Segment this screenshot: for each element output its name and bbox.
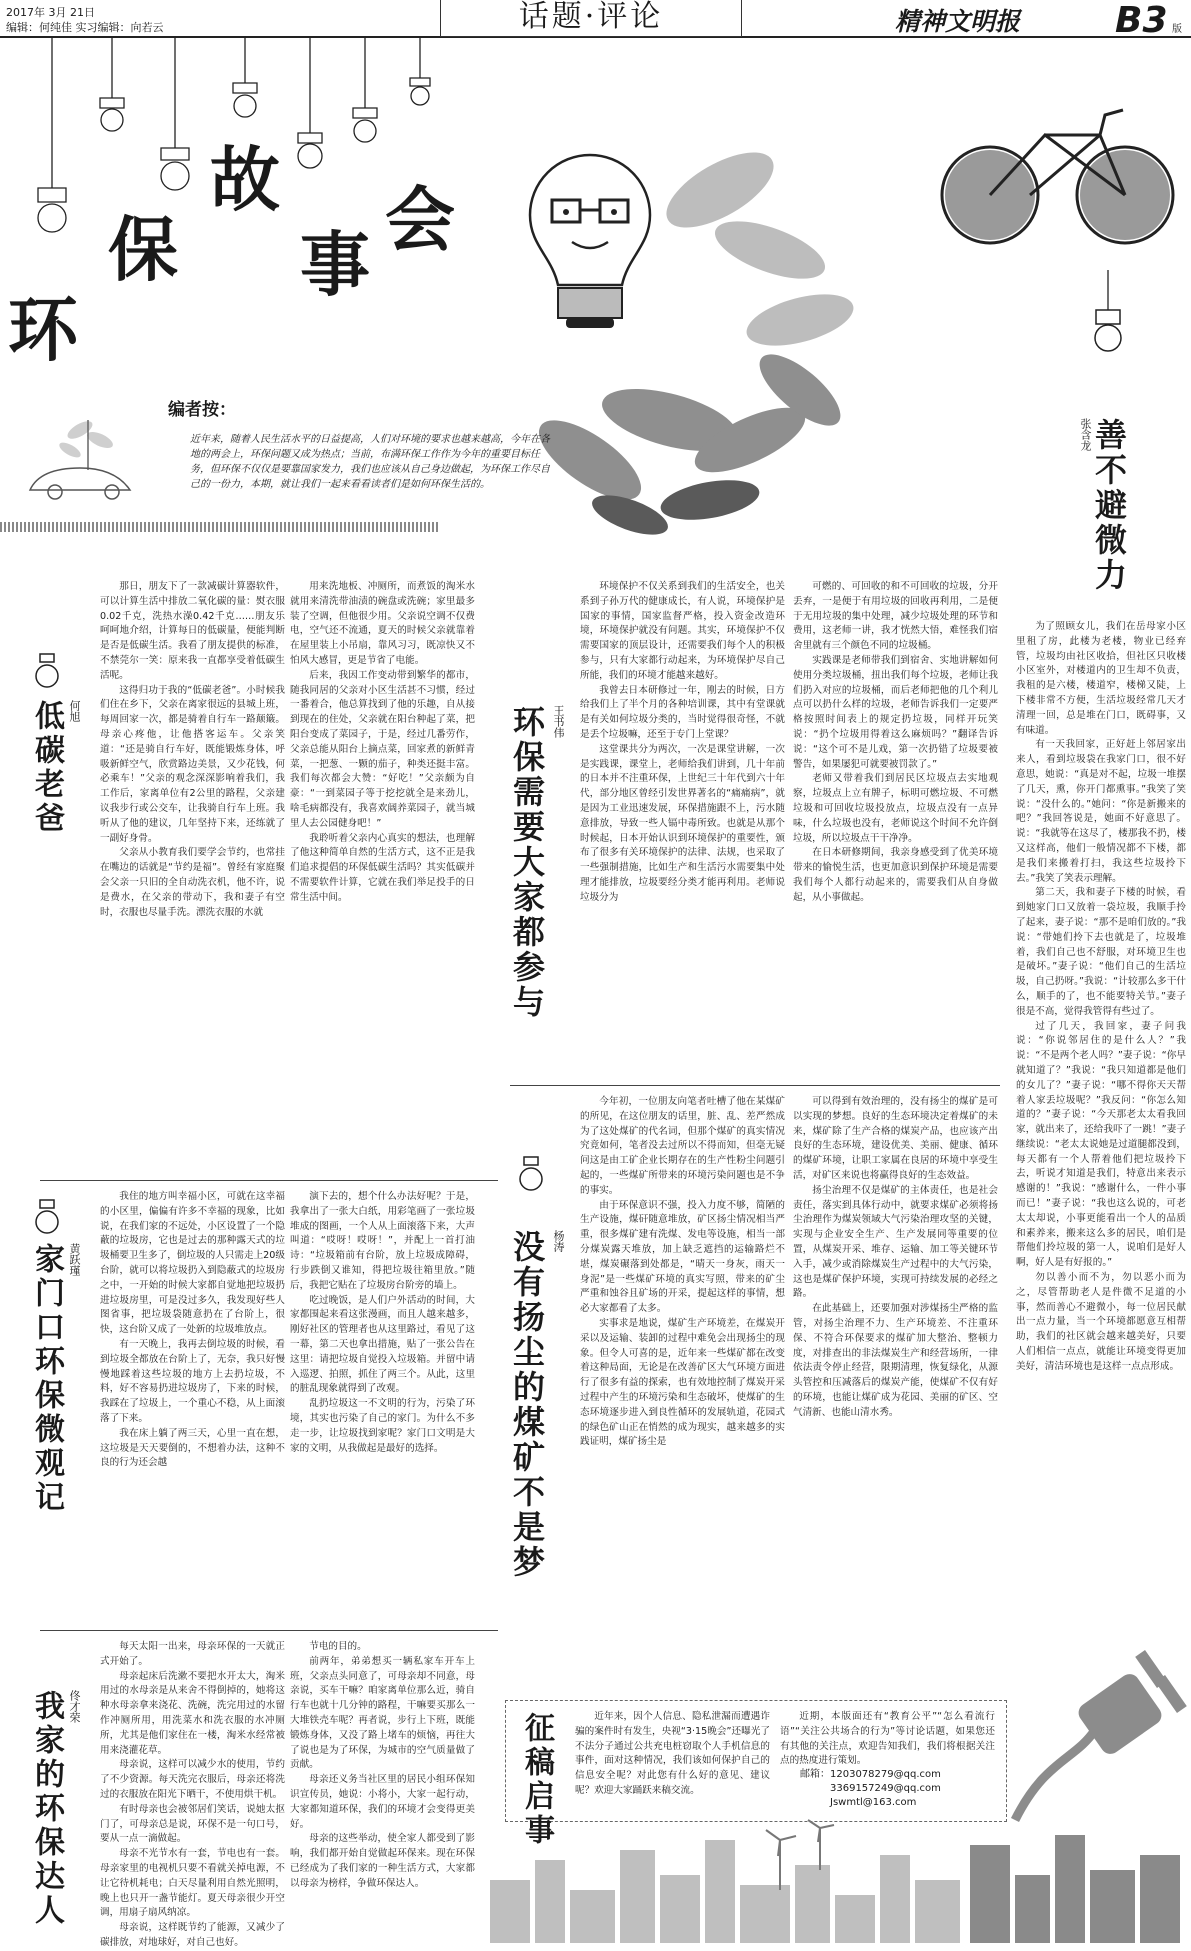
article-title-meikuang: 没有扬尘的煤矿不是梦 bbox=[508, 1230, 546, 1580]
article-body-column bbox=[290, 580, 475, 1170]
bicycle-icon bbox=[935, 100, 1185, 250]
article-paragraphs bbox=[290, 1640, 475, 1892]
article-paragraph: 母亲说，这样既节约了能源，又减少了碳排放，对地球好，对自己也好。 bbox=[100, 1922, 285, 1948]
call-for-papers-text bbox=[780, 1710, 995, 1766]
page-number: B3 bbox=[1115, 0, 1168, 41]
article-paragraph: 母亲的这些举动，使全家人都受到了影响，我们都开始自觉做起环保来。现在环保已经成为了我们家的一种生活方式，大家都以母亲为榜样，争做环保达人。 bbox=[290, 1833, 475, 1889]
email-2[interactable]: 3369157249@qq.com bbox=[830, 1783, 941, 1794]
article-paragraph: 实事求是地说，煤矿生产环境差，在煤炭开采以及运输、装卸的过程中难免会出现扬尘的现象。但令人可喜的是，近年来一些煤矿都在改变着这种局面，无论是在改善矿区大气环境方面进行了很多有益的探索，也有效地控制了煤炭开采过程中产生的环境污染和生态破坏，使煤矿的生态环境逐步进入到良性循环的发展轨道，花园式的绿色矿山正在悄然的成为现实，越来越多的实践证明，煤矿扬尘是 bbox=[580, 1317, 785, 1448]
article-title-huanbaoxuyao: 环保需要大家都参与 bbox=[508, 705, 546, 1020]
article-author: 佟才荣 bbox=[68, 1690, 81, 1723]
article-paragraph: 父亲从小教育我们要学会节约，也常挂在嘴边的话就是“节约是福”。曾经有家庭聚会父亲一只旧的全自动洗衣机，他不许，说是费水，在父亲的带动下，我和妻子有空时，衣服也尽量手洗。漂洗衣服的水就 bbox=[100, 847, 285, 918]
article-body-column bbox=[100, 580, 285, 1170]
section-banner: 话题·评论 bbox=[440, 0, 742, 37]
article-paragraph: 母亲说，这样可以减少水的使用，节约了不少资源。每天洗完衣服后，母亲还将洗过的衣服放在阳光下晒干，不使用烘干机。 bbox=[100, 1759, 285, 1800]
article-author: 王书伟 bbox=[552, 705, 565, 738]
page-number-suffix: 版 bbox=[1172, 24, 1182, 35]
article-paragraph: 母亲不光节水有一套，节电也有一套。母亲家里的电视机只要不看就关掉电源，不让它待机耗电；白天尽量利用自然光照明，晚上也只开一盏节能灯。夏天母亲很少开空调，用扇子扇风纳凉。 bbox=[100, 1848, 285, 1919]
row-divider bbox=[40, 1630, 498, 1631]
issue-date: 2017年 3月 21日 bbox=[6, 6, 95, 19]
article-title-jiamenkou: 家门口环保微观记 bbox=[29, 1243, 64, 1515]
feature-title-char-5: 会 bbox=[385, 179, 455, 261]
article-paragraph: 后来，我因工作变动带到繁华的都市，随我同居的父亲对小区生活甚不习惯，经过一番着合，他总算找到了他的乐趣，自从接到现在的住处，父亲就在阳台种起了菜，把阳台变成了菜园子，于是，经过几番劳作，父亲总能从阳台上摘点菜，回家煮的新鲜青菜，一把葱、一颗的茄子，种类还挺丰富。我们每次都会大赞：“好吃！”父亲颇为自豪：“一到菜园子等于挖挖就全是来劲儿，啥毛病都没有，我喜欢阔养菜园子，就当城里人去公园健身吧！” bbox=[290, 669, 475, 829]
call-for-papers-title: 征稿启事 bbox=[519, 1712, 554, 1848]
article-body-column bbox=[793, 1095, 998, 1695]
feature-title-char-1: 环 bbox=[8, 289, 78, 371]
article-paragraph: 乱扔垃圾这一不文明的行为，污染了环境，其实也污染了自己的家门。为什么不多走一步，让垃圾找到家呢？家门口文明是大家的文明，从我做起是最好的选择。 bbox=[290, 1398, 475, 1454]
article-paragraph: 我聆听着父亲内心真实的想法，也理解了他这种简单自然的生活方式，这不正是我们追求提倡的环保低碳生活吗？其实低碳并不需要软件计算，它就在我们举足投手的日常生活中间。 bbox=[290, 832, 475, 903]
feature-divider bbox=[0, 522, 440, 532]
article-paragraph: 前两年，弟弟想买一辆私家车开车上班，父亲点头同意了，可母亲却不同意，母亲说，买车干嘛？咱家离单位那么近，骑自行车也就十几分钟的路程，干嘛要买那么一大堆铁壳车呢？再者说，步行上下班，既能锻炼身体，又没了路上堵车的烦恼，再往大了说也是为了环保，为城市的空气质量做了贡献。 bbox=[290, 1655, 475, 1771]
article-paragraph: 演下去的，想个什么办法好呢？于是，我拿出了一张大白纸，用彩笔画了一张垃圾堆成的图画，一个人从上面滚落下来，大声叫道：“哎呀！哎呀！”，并配上一首打油诗：“垃圾箱前有台阶，放上垃圾成障碍，行步跌倒又谁知，得把垃圾往箱里放。”随后，我把它贴在了垃圾房台阶旁的墙上。 bbox=[290, 1191, 475, 1291]
article-body-column bbox=[1016, 620, 1186, 1372]
article-paragraph: 在此基础上，还要加强对涉煤扬尘严格的监管，对扬尘治理不力、生产环境差、不注重环保、不符合环保要求的煤矿加大整治、整顿力度，对排查出的非法煤炭生产和经营场所，一律依法责令停止经营，限期清理，恢复绿化，从源头管控和压减落后的煤炭产能，使煤矿不仅有好的环境，也能让煤矿成为花园、美丽的矿区、空气清新、也能山清水秀。 bbox=[793, 1303, 998, 1418]
article-paragraph: 我住的地方叫幸福小区，可就在这幸福的小区里，偏偏有许多不幸福的现象，比如说，在我们家的不远处，小区设置了一个隐蔽的垃圾房，它也是过去的那种露天式的垃圾桶要卫生多了，倒垃圾的人只需走上20级台阶，就可以将垃圾扔入到隐蔽式的垃圾房之中，一开始的时候大家都自觉地把垃圾扔进垃圾房里，可是没过多久，我发现好些人图省事，把垃圾袋随意扔在了台阶上，很快，这台阶又成了一处新的垃圾堆放点。 bbox=[100, 1191, 285, 1336]
article-paragraph: 在日本研修期间，我亲身感受到了优美环境带来的愉悦生活，也更加意识到保护环境是需要我们每个人都行动起来的，需要我们从自身做起，从小事做起。 bbox=[793, 847, 998, 903]
article-paragraph: 今年初，一位朋友向笔者吐槽了他在某煤矿的所见，在这位朋友的话里，脏、乱、差严然成为了这处煤矿的代名词，但那个煤矿的真实情况究竟如何，笔者没去过所以不得而知，但毫无疑问这是由工矿企业长期存在的生产性粉尘问题引起的，一些煤矿所带来的环境污染问题也是不争的事实。 bbox=[580, 1096, 785, 1196]
article-body-column bbox=[290, 1190, 475, 1620]
editor-credits: 编辑：何纯佳 实习编辑：向若云 bbox=[6, 21, 164, 34]
article-body-column bbox=[290, 1640, 475, 1938]
article-paragraph: 扬尘治理不仅是煤矿的主体责任，也是社会责任，落实到具体行动中，就要求煤矿必须将扬尘治理作为煤炭领域大气污染治理攻坚的关键，实现与企业安全生产、生产发展同等重要的位置，从煤炭开采、堆存、运输、加工等关键环节入手，减少或消除煤炭生产过程中的大气污染，这也是煤矿保护环境，实现可持续发展的必经之路。 bbox=[793, 1184, 998, 1300]
article-paragraph: 有一天晚上，我再去倒垃圾的时候，看到垃圾全都放在台阶上了，无奈，我只好慢慢地踩着这些垃圾的地方上去扔垃圾，不料，好不容易扔进垃圾房了，下来的时候，我踩在了垃圾上，一个重心不稳，从上面滚落了下来。 bbox=[100, 1338, 285, 1424]
article-paragraphs bbox=[780, 1710, 995, 1769]
contact-emails bbox=[800, 1768, 1000, 1810]
car-icon bbox=[20, 400, 150, 510]
article-paragraph: 勿以善小而不为，勿以恶小而为之，尽管帮助老人是件微不足道的小事，然而善心不避微小，每一位居民献出一点力量，当一个环境都愿意互相帮助，我们的社区就会越来越美好，只要人们相信一点点，就能让环境变得更加美好，清洁环境也是这样一点点形成。 bbox=[1016, 1272, 1186, 1372]
article-body-column bbox=[580, 580, 785, 1080]
article-paragraphs bbox=[575, 1710, 770, 1799]
article-paragraph: 我在床上躺了两三天，心里一直在想，这垃圾是天天要倒的，不想着办法，这种不良的行为还会越 bbox=[100, 1427, 285, 1469]
article-body-column bbox=[580, 1095, 785, 1695]
lightbulb-icon bbox=[32, 652, 62, 692]
city-skyline-illustration bbox=[480, 1820, 1191, 1943]
article-paragraph: 母亲起床后洗漱不要把水开太大，淘米用过的水母亲是从来舍不得倒掉的，她将这种水母亲拿来浇花、洗碗，洗完用过的水留作冲厕所用，用洗菜水和洗衣服的水冲厕所，尤其是他们家住在一楼，淘米水经常被用来浇灌花草。 bbox=[100, 1670, 285, 1756]
article-body-column bbox=[793, 580, 998, 1080]
article-paragraph: 近期，本版面还有“教育公平”“怎么看流行语”“关注公共场合的行为”等讨论话题，如果您还有其他的关注点，欢迎告知我们，我们将根据关注点的热度进行策划。 bbox=[780, 1711, 995, 1767]
article-paragraph: 由于环保意识不强，投入力度不够，简陋的生产设施，煤矸随意堆放，矿区扬尘情况相当严重，很多煤矿建有洗煤、发电等设施，相当一部分煤炭露天堆放，加上缺乏遮挡的运输路烂不堪，煤炭碾落到处都是，“晴天一身灰，雨天一身泥”是一些煤矿环境的真实写照，带来的矿尘严重和蚀谷且矿场的开采，提起这样的事情，想必大家都看了太多。 bbox=[580, 1199, 785, 1315]
article-paragraph: 可燃的、可回收的和不可回收的垃圾，分开丢弃，一是便于有用垃圾的回收再利用，二是便于无用垃圾的集中处理，减少垃圾处理的环节和费用，这老师一讲，我才恍然大悟，难怪我们宿舍里就有三个颜色不同的垃圾桶。 bbox=[793, 581, 998, 652]
article-paragraph: 这堂课共分为两次，一次是课堂讲解，一次是实践课，课堂上，老师给我们讲到，几十年前的日本并不注重环保，上世纪三十年代到六十年代，部分地区曾经引发世界著名的“痛痛病”，就是因为工业迅速发展，环保措施跟不上，污水随意排放，导致一些人镉中毒所致。也就是从那个时候起，日本开始认识到环境保护的重要性，颁布了很多有关环境保护的法律、法规，也采取了一些强制措施，比如生产和生活污水需要集中处理才能排放，垃圾要经分类才能再利用。老师说垃圾分为 bbox=[580, 743, 785, 903]
article-title-ditanlaoba: 低碳老爸 bbox=[29, 700, 64, 836]
article-paragraph: 环境保护不仅关系到我们的生活安全，也关系到子孙万代的健康成长，有人说，环境保护是国家的事情，国家监督严格，投入资金改造环境，环境保护就没有问题。其实，环境保护不仅需要国家的顶层设计，还需要我们每个人的积极参与，只有大家都行动起来，为环境保护尽自己所能，我们的环境才能越来越好。 bbox=[580, 581, 785, 681]
article-author: 张含龙 bbox=[1079, 418, 1092, 451]
feature-title-char-4: 事 bbox=[300, 224, 370, 306]
article-paragraphs bbox=[580, 580, 785, 906]
editor-note-text: 近年来，随着人民生活水平的日益提高，人们对环境的要求也越来越高，今年在各地的两会上，环保问题又成为热点；当前，布满环保工作作为今年的重要目标任务，但环保不仅仅是要靠国家发力，我们也应该从自己身边做起，为环保工作尽自己的一份力，本期，就让我们一起来看看读者们是如何环保生活的。 bbox=[190, 434, 550, 490]
editor-note-label: 编者按： bbox=[168, 400, 236, 420]
article-paragraph: 有一天我回家，正好赶上邻居家出来人，看到垃圾袋在我家门口，很不好意思，她说：“真是对不起，垃圾一堆摆了几天，熏，你开门都熏事。”我笑了笑说：“没什么的。”她问：“你是新搬来的吧？”我回答说是，她面不好意思了。说：“我就等在这尽了，楼那我不扔，楼又这样高，他们一般情况都不下楼，都是我们来搬着打扫，我这些垃圾拎下去。”我笑了笑表示理解。 bbox=[1016, 739, 1186, 884]
article-paragraph: 那日，朋友下了一款减碳计算器软件，可以计算生活中排放二氧化碳的量：熨衣服0.02千克，洗热水澡0.42千克……朋友乐呵呵地介绍，计算每日的低碳量，便能判断是否是低碳生活。我看了朋友提供的标准，不禁莞尔一笑：原来我一直都享受着低碳生活呢。 bbox=[100, 581, 285, 681]
article-paragraph: 有时母亲也会被邻居们笑话，说她太抠门了，可母亲总是说，环保不是一句口号，要从一点一滴做起。 bbox=[100, 1803, 285, 1845]
email-3[interactable]: Jswmtl@163.com bbox=[830, 1797, 917, 1808]
feature-title-char-3: 故 bbox=[210, 139, 280, 221]
article-paragraph: 我曾去日本研修过一年，刚去的时候，日方给我们上了半个月的各种培训课，其中有堂课就是有关如何垃圾分类的，当时觉得很奇怪，不就是丢个垃圾嘛，还至于专门上堂课？ bbox=[580, 684, 785, 740]
article-paragraph: 实践课是老师带我们到宿舍、实地讲解如何使用分类垃圾桶，扭出我们每个垃圾，老师让我们扔入对应的垃圾桶，而后老师把他的几个利儿点可以扔什么样的垃圾，老师告诉我们一定要严格按照时间表上的规定扔垃圾，同样开玩笑说：“扔个垃圾用得着这么麻烦吗？”翻译告诉说：“这个可不是儿戏，第一次扔错了垃圾要被警告，如果屡犯可就要被罚款了。” bbox=[793, 654, 998, 770]
masthead: 精神文明报 bbox=[895, 7, 1021, 36]
article-paragraph: 母亲还义务当社区里的居民小组环保知识宣传员，她说：小将小，大家一起行动，大家都知道环保，我们的环境才会变得更美好。 bbox=[290, 1774, 475, 1830]
article-paragraph: 为了照顾女儿，我们在岳母家小区里租了房，此楼为老楼，物业已经弃管，垃圾均由社区收拾，但社区只收楼小区室外，对楼道内的卫生却不负责，我租的是六楼，楼道窄，楼梯又陡，上下楼非常不方便，生活垃圾经常几天才清理一回，总是堆在门口，既碍事，又有味道。 bbox=[1016, 621, 1186, 736]
article-paragraph: 节电的目的。 bbox=[309, 1641, 367, 1652]
article-paragraph: 可以得到有效治理的，没有扬尘的煤矿是可以实现的梦想。良好的生态环境决定着煤矿的未来，煤矿除了生产合格的煤炭产品，也应该产出良好的生态环境，建设优美、美丽、健康、循环的煤矿环境，让职工家属在良居的环境中享受生活，对矿区来说也将赢得良好的生态效益。 bbox=[793, 1096, 998, 1181]
article-paragraphs bbox=[290, 1190, 475, 1456]
article-body-column bbox=[100, 1190, 285, 1620]
article-paragraph: 近年来，因个人信息、隐私泄漏而遭遇诈骗的案件时有发生，央视“3·15晚会”还曝光了不法分子通过公共充电桩窃取个人手机信息的事件，面对这种情况，我们该如何保护自己的信息安全呢？对此您有什么好的意见、建议呢？欢迎大家踊跃来稿交流。 bbox=[575, 1711, 770, 1796]
article-paragraph: 第二天，我和妻子下楼的时候，看到她家门口又放着一袋垃圾，我顺手拎了起来，妻子说：“那不是咱们放的。”我说：“带她们拎下去也就是了，垃圾堆着，我们自己也不舒服，对环境卫生也是破坏。”妻子说：“他们自己的生活垃圾，自己扔呀。”我说：“计较那么多干什么，顺手的了，也不能要特关节。”妻子很是不高，觉得我管得有些过了。 bbox=[1016, 887, 1186, 1017]
small-lightbulb-icon bbox=[1088, 270, 1128, 360]
article-paragraphs bbox=[793, 580, 998, 906]
article-paragraph: 老师又带着我们到居民区垃圾点去实地观察，垃圾点上立有牌子，标明可燃垃圾、不可燃垃圾和可回收垃圾投放点，垃圾点没有一点异味，什么垃圾也没有，老师说这个时间不允许倒垃圾，所以垃圾点干干净净。 bbox=[793, 773, 998, 844]
article-title-shanbubiweili: 善不避微力 bbox=[1090, 418, 1128, 593]
article-paragraphs bbox=[100, 1640, 285, 1951]
article-author: 杨涛 bbox=[552, 1230, 565, 1252]
article-body-column bbox=[100, 1640, 285, 1948]
article-paragraph: 吃过晚饭，是人们户外活动的时间，大家都围起来看这张漫画，而且人越来越多，刚好社区的管理者也从这里路过，看见了这一幕，第二天也拿出措施，贴了一张公告在这里：请把垃圾自觉投入垃圾箱。并留中请入巡逻、拍照，抓住了两三个。从此，这里的脏乱现象就得到了改观。 bbox=[290, 1294, 475, 1395]
call-for-papers-text bbox=[575, 1710, 770, 1815]
lightbulb-icon bbox=[516, 1155, 546, 1195]
article-paragraphs bbox=[580, 1095, 785, 1450]
feature-title-char-2: 保 bbox=[108, 209, 178, 291]
article-paragraphs bbox=[290, 580, 475, 906]
article-paragraph: 每天太阳一出来，母亲环保的一天就正式开始了。 bbox=[100, 1641, 285, 1667]
article-author: 何旭 bbox=[68, 700, 81, 722]
article-author: 黄跃瑾 bbox=[68, 1243, 81, 1276]
article-paragraph: 过了几天，我回家，妻子问我说：“你说邻居住的是什么人？”我说：“不是两个老人吗？”妻子说：“你早就知道了？”我说：“我只知道都是他们的女儿了？”妻子说：“哪不得你天天帮着人家丢垃圾呢？”我反问：“你怎么知道的？”妻子说：“今天那老太太看我回家，就出来了，还给我吓了一跳！”妻子继续说：“老太太说她是过道腿都没到，每天都有一个人帮着他们把垃圾拎下去，听说才知道是我们，特意出来表示感谢的！”我说：“感谢什么，一件小事而已！”妻子说：“我也这么说的，可老太太却说，小事更能看出一个人的品质和素养来，搬来这么多的居民，咱们是帮他们拎垃圾的第一人，说咱们是好人啊，好人是有好报的。” bbox=[1016, 1020, 1186, 1269]
contact-label: 邮箱： bbox=[800, 1769, 830, 1780]
article-paragraphs bbox=[100, 1190, 285, 1471]
article-paragraph: 这得归功于我的“低碳老爸”。小时候我们住在乡下，父亲在离家很远的县城上班，每周回家一次，都是骑着自行车一路颠簸。母亲心疼他，让他搭客运车。父亲笑道：“还是骑自行车好，既能锻炼身体，呼吸新鲜空气，欣赏路边美景，又少花钱，何必乘车！”父亲的观念深深影响着我们，我工作后，家离单位有2公里的路程，父亲建议我步行或公交车，让我骑自行车上班。我听从了他的建议，几年坚持下来，还练就了一副好身骨。 bbox=[100, 684, 285, 844]
article-paragraph: 用来洗地板、冲厕所，而煮饭的淘米水就用来清洗带油渍的碗盘或洗碗；家里最多装了空调，但他很少用。父亲说空调不仅费电，空气还不流通，夏天的时候父亲就靠着在屋里装上小吊扇，靠风习习，既凉快又不怕风大感冒，更是节省了电能。 bbox=[290, 581, 475, 666]
article-paragraphs bbox=[1016, 620, 1186, 1375]
row-divider bbox=[510, 1085, 1000, 1086]
article-title-wojiadehuanbao: 我家的环保达人 bbox=[29, 1690, 64, 1928]
row-divider bbox=[40, 1180, 498, 1181]
email-1[interactable]: 1203078279@qq.com bbox=[830, 1769, 941, 1780]
plug-icon bbox=[1005, 1640, 1191, 1830]
article-paragraphs bbox=[793, 1095, 998, 1421]
article-paragraphs bbox=[100, 580, 285, 920]
lightbulb-icon bbox=[32, 1198, 62, 1238]
